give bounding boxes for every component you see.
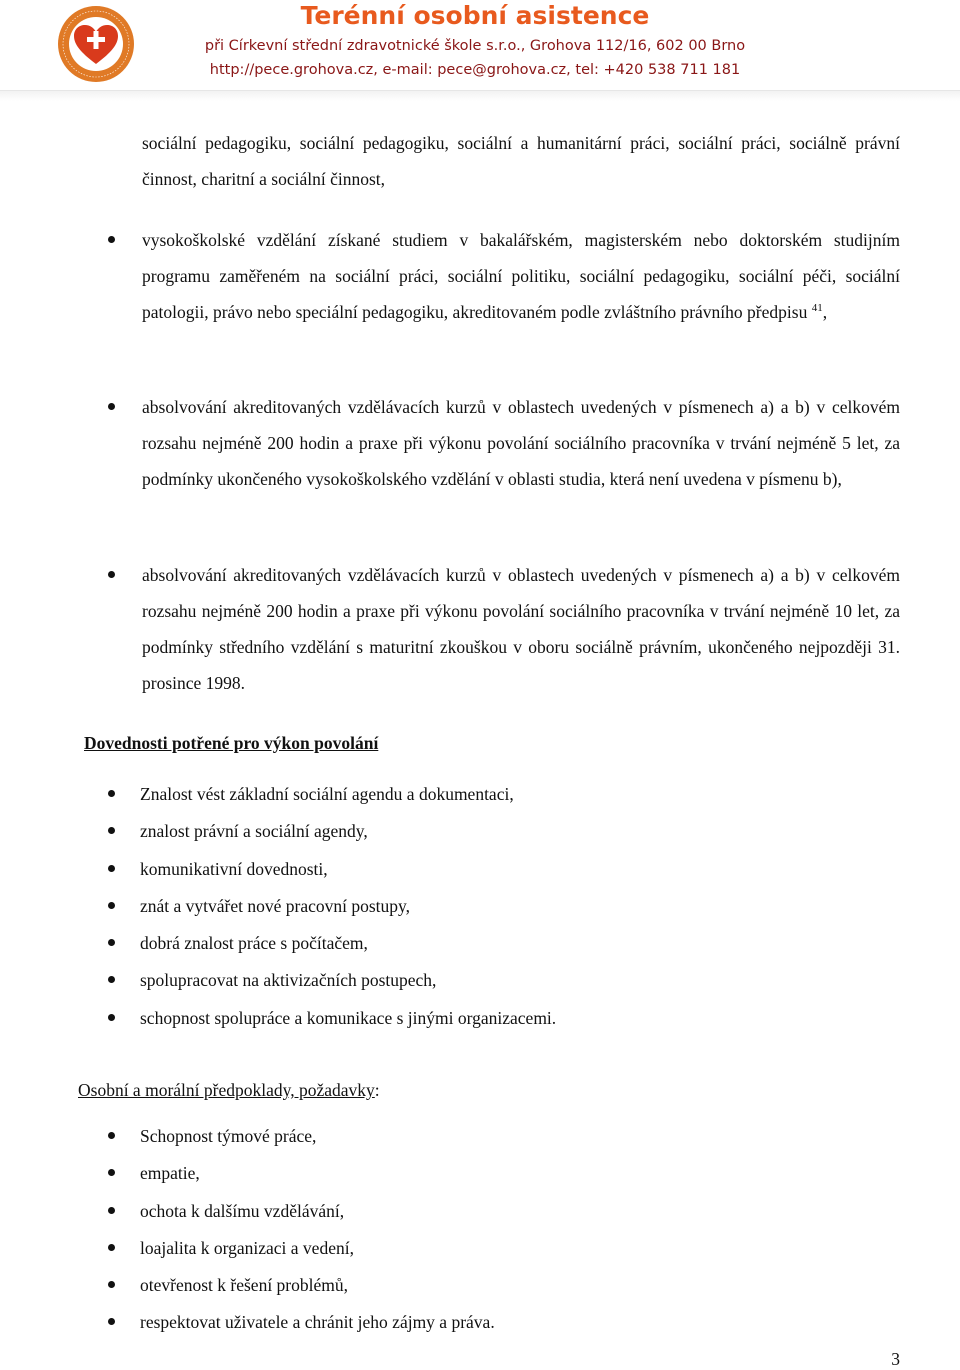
bullet-icon: [108, 571, 115, 578]
list-item: dobrá znalost práce s počítačem,: [108, 925, 900, 962]
list-item: empatie,: [108, 1155, 900, 1192]
bullet-icon: [108, 236, 115, 243]
heart-cross-logo-icon: [56, 4, 136, 84]
list-item: znát a vytvářet nové pracovní postupy,: [108, 888, 900, 925]
personal-heading: Osobní a morální předpoklady, požadavky:: [78, 1080, 380, 1100]
qualification-text: absolvování akreditovaných vzdělávacích kurzů v oblastech uvedených v písmenech a) a b) v celkovém rozsahu nejméně 200 hodin a praxe při výkonu povolání sociálního pracovníka v trvání nejméně 10 let, za podmínky středního vzdělání s maturitní zkouškou v oboru sociálně právním, ukončeného nejpozději 31. prosince 1998.: [142, 565, 900, 693]
list-item: ochota k dalšímu vzdělávání,: [108, 1193, 900, 1230]
header-contact: http://pece.grohova.cz, e-mail: pece@grohova.cz, tel: +420 538 711 181: [209, 62, 741, 78]
list-item: schopnost spolupráce a komunikace s jinými organizacemi.: [108, 1000, 900, 1037]
bullet-icon: [108, 1318, 115, 1325]
bullet-icon: [108, 1014, 115, 1021]
bullet-icon: [108, 939, 115, 946]
bullet-icon: [108, 1244, 115, 1251]
footnote-ref: 41: [811, 302, 823, 315]
qualification-item: [108, 389, 900, 497]
list-item: Schopnost týmové práce,: [108, 1118, 900, 1155]
list-item: komunikativní dovednosti,: [108, 851, 900, 888]
bullet-icon: [108, 790, 115, 797]
bullet-icon: [108, 1207, 115, 1214]
bullet-icon: [108, 902, 115, 909]
skills-list: [108, 776, 900, 1037]
bullet-icon: [108, 976, 115, 983]
bullet-icon: [108, 1132, 115, 1139]
list-item: loajalita k organizaci a vedení,: [108, 1230, 900, 1267]
list-item: Znalost vést základní sociální agendu a dokumentaci,: [108, 776, 900, 813]
qualification-item: [108, 557, 900, 701]
bullet-icon: [108, 1281, 115, 1288]
page-header: [0, 0, 960, 104]
list-item: respektovat uživatele a chránit jeho zájmy a práva.: [108, 1304, 900, 1341]
personal-list: [108, 1118, 900, 1342]
bullet-icon: [108, 827, 115, 834]
bullet-icon: [108, 403, 115, 410]
qualification-item: [108, 222, 900, 330]
list-item: spolupracovat na aktivizačních postupech,: [108, 962, 900, 999]
qualification-text: absolvování akreditovaných vzdělávacích kurzů v oblastech uvedených v písmenech a) a b) v celkovém rozsahu nejméně 200 hodin a praxe při výkonu povolání sociálního pracovníka v trvání nejméně 5 let, za podmínky ukončeného vysokoškolského vzdělání v oblasti studia, která není uvedena v písmenu b),: [142, 397, 900, 489]
header-title: Terénní osobní asistence: [300, 1, 650, 30]
bullet-icon: [108, 865, 115, 872]
header-address: při Církevní střední zdravotnické škole s.r.o., Grohova 112/16, 602 00 Brno: [204, 38, 746, 54]
qualification-text: vysokoškolské vzdělání získané studiem v bakalářském, magisterském nebo doktorském studijním programu zaměřeném na sociální práci, sociální politiku, sociální pedagogiku, sociální péči, sociální patologii, právo nebo speciální pedagogiku, akreditovaném podle zvláštního právního předpisu $^{41}$,: [142, 230, 900, 322]
continued-paragraph: sociální pedagogiku, sociální pedagogiku, sociální a humanitární práci, sociální práci, sociálně právní činnost, charitní a sociální činnost,: [142, 133, 900, 189]
list-item: otevřenost k řešení problémů,: [108, 1267, 900, 1304]
list-item: znalost právní a sociální agendy,: [108, 813, 900, 850]
header-divider: [0, 90, 960, 101]
bullet-icon: [108, 1169, 115, 1176]
skills-heading: Dovednosti potřené pro výkon povolání: [84, 733, 379, 753]
page-number: 3: [891, 1349, 900, 1369]
